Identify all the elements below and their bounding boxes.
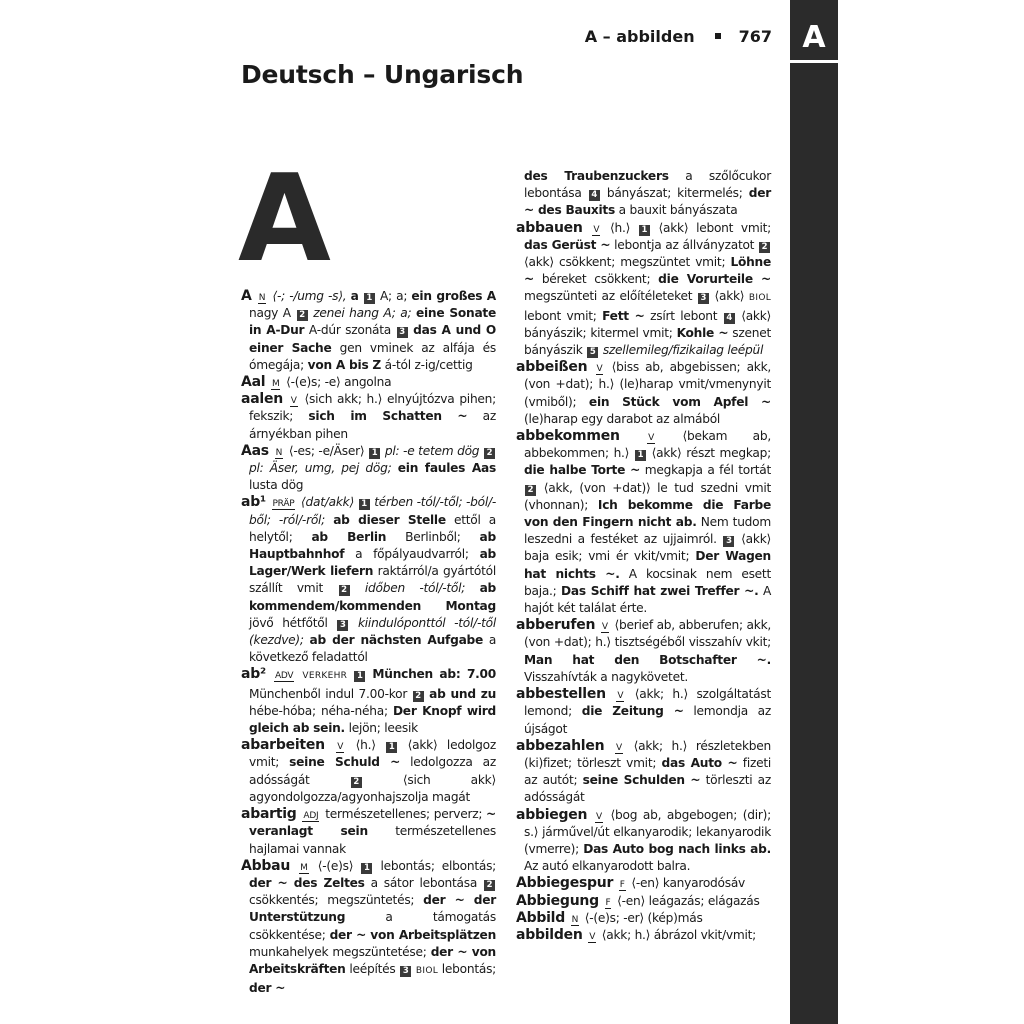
entry-abbekommen [516, 428, 771, 617]
entry-text: zenei hang A; a; [313, 306, 412, 321]
entry-text: lejön; leesik [348, 721, 418, 736]
entry-abbestellen [516, 686, 771, 738]
entry-phrase: das Gerüst ~ [524, 237, 611, 252]
sense-number: 2 [759, 242, 770, 253]
sense-number: 2 [351, 777, 362, 788]
entry-Abbild [516, 910, 771, 927]
entry-text: ⟨-en⟩ leágazás; elágazás [617, 893, 760, 908]
headword: abbeißen [516, 359, 588, 376]
sense-number: 2 [484, 448, 495, 459]
sense-number: 1 [386, 742, 397, 753]
entry-phrase: das A und O einer Sache [249, 323, 496, 355]
grammar-label: V [617, 691, 624, 702]
domain-label: BIOL [748, 293, 772, 304]
entry-text: ⟨-en⟩ kanyarodósáv [631, 876, 746, 891]
left-column [241, 288, 496, 997]
entry-text: ⟨bog ab, abgebogen; (dir); s.⟩ járművel/út elkanyarodik; lekanyarodik (vmerre); [524, 807, 771, 856]
entry-phrase: der ~ des Zeltes [249, 875, 365, 890]
sense-number: 3 [400, 966, 411, 977]
square-bullet-icon [715, 33, 721, 39]
entry-text: ⟨akk⟩ [714, 289, 745, 304]
entry-text: Nem tudom leszedni a festéket az ujjaimról. [524, 515, 771, 547]
entry-phrase: ab und zu [429, 686, 496, 701]
entry-text: megszünteti az előítéleteket [524, 289, 693, 304]
entry-phrase: der ~ von Arbeitsplätzen [329, 927, 496, 942]
grammar-label: N [275, 447, 283, 458]
headword: Aas [241, 442, 269, 459]
entry-text: ⟨akk⟩ bányászik; kitermel vmit; [524, 308, 772, 340]
entry-text: Az autó elkanyarodott balra. [524, 859, 691, 874]
entry-text: ⟨dat/akk⟩ [301, 495, 354, 510]
sense-number: 2 [297, 310, 308, 321]
entry-text: ⟨biss ab, abgebissen; akk, (von +dat); h.⟩ (le)harap vmit/vmenynyit (vmiből); [524, 360, 772, 409]
running-head-range: A – abbilden [584, 27, 695, 46]
entry-abartig [241, 806, 496, 858]
entry-text: az árnyékban pihen [249, 409, 497, 441]
headword: abbekommen [516, 428, 620, 445]
entry-abbezahlen [516, 738, 771, 807]
entry-phrase: der ~ des Bauxits [524, 186, 772, 218]
entry-abbauen [516, 220, 771, 360]
entry-text: Berlinből; [405, 529, 461, 544]
entry-text: a főpályaudvarról; [355, 547, 469, 562]
grammar-label: M [271, 379, 280, 390]
entry-text: ⟨akk⟩ részt megkap; [651, 446, 771, 461]
running-head [585, 26, 772, 48]
grammar-label: V [601, 622, 608, 633]
headword: abartig [241, 806, 297, 823]
headword: aalen [241, 391, 283, 408]
entry-phrase: ab kommendem/kommenden Montag [249, 581, 497, 613]
entry-text: megkapja a fél tortát [644, 463, 772, 478]
entry-text: ⟨sich akk; h.⟩ elnyújtózva pihen; fekszik; [249, 392, 496, 424]
entry-Aas [241, 443, 496, 495]
entry-phrase: ~ veranlagt sein [249, 807, 497, 839]
page-number: 767 [738, 27, 772, 46]
headword: abberufen [516, 617, 596, 634]
entry-text: jövő hétfőtől [249, 615, 328, 630]
grammar-label: V [596, 364, 603, 375]
entry-phrase: Das Auto bog nach links ab. [583, 841, 772, 856]
entry-phrase: der ~ von Arbeitskräften [249, 944, 496, 976]
sense-number: 4 [724, 313, 735, 324]
entry-text: a bauxit bányászata [618, 203, 738, 218]
entry-text: időben -tól/-től; [364, 581, 466, 596]
right-column [516, 168, 771, 944]
entry-text: természetellenes; perverz; [325, 807, 483, 822]
entry-text: szenet bányászik [524, 325, 771, 358]
entry-text: ⟨akk, (von +dat)⟩ le tud szedni vmit (vhonnan); [524, 480, 772, 512]
entry-text: a következő feladattól [249, 633, 497, 665]
entry-phrase: a [350, 289, 359, 303]
headword: abbezahlen [516, 737, 605, 754]
entry-text: ⟨-(e)s⟩ [317, 858, 354, 873]
entry-text: (le)harap egy darabot az almából [524, 411, 721, 426]
entry-text: törleszti az adósságát [524, 773, 772, 805]
entry-text: ⟨-(e)s; -e⟩ angolna [286, 375, 392, 390]
entry-phrase: sich im Schatten ~ [308, 409, 468, 424]
entry-text: Münchenből indul 7.00-kor [249, 686, 408, 701]
entry-abarbeiten [241, 737, 496, 806]
entry-phrase: eine Sonate in A-Dur [249, 306, 497, 338]
grammar-label: PRÄP [272, 499, 295, 510]
entry-phrase: die Zeitung ~ [581, 704, 684, 719]
entry-phrase: ab dieser Stelle [333, 512, 446, 527]
grammar-label: ADJ [303, 811, 319, 822]
headword: Abbau [241, 857, 291, 874]
sense-number: 1 [369, 448, 380, 459]
sense-number: 2 [525, 485, 536, 496]
grammar-label: F [605, 897, 611, 908]
thumb-index-tab [790, 0, 838, 1024]
entry-phrase: die halbe Torte ~ [524, 463, 641, 478]
grammar-label: V [616, 742, 622, 753]
entry-text: kiindulóponttól -tól/-től (kezdve); [249, 615, 496, 648]
headword: A [241, 288, 252, 304]
entry-text: zsírt lebont [650, 308, 718, 323]
entry-aalen [241, 391, 496, 443]
grammar-label: V [337, 742, 344, 753]
entry-phrase: ab Hauptbahnhof [249, 529, 496, 562]
entry-text: béreket csökkent; [541, 272, 651, 287]
domain-label: BIOL [415, 965, 439, 976]
thumb-index-divider [790, 60, 838, 63]
headword: ab¹ [241, 494, 266, 511]
thumb-index-letter: A [802, 20, 826, 55]
entry-phrase: seine Schulden ~ [582, 773, 701, 788]
entry-ab1 [241, 494, 496, 666]
entry-text: bányászat; kitermelés; [606, 186, 743, 201]
entry-text: ⟨-; -/umg -s⟩, [272, 289, 347, 303]
entry-phrase: ab Lager/Werk liefern [249, 547, 497, 579]
sense-number: 3 [698, 293, 709, 304]
entry-Abbiegung [516, 893, 771, 910]
entry-text: lebontja az állványzatot [614, 237, 755, 252]
entry-text: szellemileg/fizikailag leépül [602, 343, 764, 358]
entry-text: természetellenes hajlamai vannak [249, 824, 496, 856]
sense-number: 2 [339, 585, 350, 596]
entry-phrase: von A bis Z [307, 357, 382, 372]
headword: abbauen [516, 219, 583, 236]
entry-text: A kocsinak nem esett baja.; [524, 566, 771, 598]
entry-text: á-tól z-ig/cettig [384, 357, 473, 372]
entry-text: lebontás; elbontás; [380, 858, 497, 873]
page-title: Deutsch – Ungarisch [241, 60, 524, 89]
grammar-label: N [571, 914, 579, 925]
sense-number: 1 [361, 863, 372, 874]
sense-number: 5 [587, 347, 598, 358]
entry-text: fizeti az autót; [524, 755, 772, 788]
entry-abbilden [516, 927, 771, 944]
grammar-label: V [290, 396, 297, 407]
headword: abbilden [516, 926, 583, 943]
entry-text: ⟨-(e)s; -er⟩ (kép)más [584, 910, 703, 925]
sense-number: 2 [484, 880, 495, 891]
entry-abberufen [516, 617, 771, 686]
entry-phrase: Fett ~ [602, 308, 645, 323]
entry-text: a szőlőcukor lebontása [524, 169, 771, 201]
entry-phrase: Löhne ~ [524, 255, 771, 287]
entry-phrase: der ~ [249, 981, 286, 996]
grammar-label: F [619, 880, 625, 891]
headword: Abbiegung [516, 892, 599, 909]
entry-abbiegen [516, 807, 771, 876]
entry-phrase: Man hat den Botschafter ~. [524, 652, 771, 667]
entry-phrase: der ~ der Unterstützung [249, 893, 497, 925]
entry-text: ⟨berief ab, abberufen; akk, (von +dat); h.⟩ tisztségéből visszahív vkit; [524, 618, 772, 650]
entry-text: hébe-hóba; néha-néha; [249, 703, 388, 718]
entry-phrase: Ich bekomme die Farbe von den Fingern nicht ab. [524, 497, 771, 530]
entry-text: pl: Äser, umg, pej dög; [249, 461, 392, 476]
sense-number: 3 [397, 327, 408, 338]
entry-phrase: ein Stück vom Apfel ~ [588, 394, 771, 409]
entry-text: pl: -e tetem dög [384, 443, 480, 458]
entry-text: ⟨akk; h.⟩ ábrázol vkit/vmit; [601, 927, 756, 942]
sense-number: 1 [354, 671, 365, 682]
entry-phrase: seine Schuld ~ [289, 755, 401, 770]
entry-ab2 [241, 666, 496, 737]
sense-number: 4 [589, 190, 600, 201]
headword: Abbiegespur [516, 875, 614, 892]
entry-text: ⟨akk; h.⟩ részletekben (ki)fizet; törleszt vmit; [524, 738, 772, 770]
grammar-label: V [648, 433, 655, 444]
entry-text: lebontás; [441, 961, 497, 976]
entry-text: munkahelyek megszüntetése; [249, 944, 427, 959]
entry-text: raktárról/a gyártótól szállít vmit [249, 564, 497, 596]
entry-phrase: ein faules Aas [397, 461, 496, 476]
grammar-label: V [595, 811, 602, 822]
entry-text: ⟨bekam ab, abbekommen; h.⟩ [524, 429, 772, 461]
entry-abbeissen [516, 359, 771, 428]
entry-phrase: des Traubenzuckers [524, 169, 669, 183]
entry-phrase: Der Wagen hat nichts ~. [524, 549, 771, 581]
entry-phrase: ab Berlin [311, 529, 387, 544]
entry-text: Visszahívták a nagykövetet. [524, 669, 688, 684]
entry-Aal [241, 374, 496, 391]
sense-number: 1 [364, 293, 375, 304]
entry-text: A; a; [379, 289, 408, 303]
sense-number: 1 [359, 499, 370, 510]
entry-phrase: München ab: 7.00 [372, 667, 497, 682]
grammar-label: N [258, 293, 266, 303]
sense-number: 3 [337, 620, 348, 631]
entry-text: ⟨h.⟩ [609, 220, 631, 235]
entry-phrase: das Auto ~ [661, 755, 738, 770]
sense-number: 3 [723, 536, 734, 547]
entry-text: A-dúr szonáta [308, 323, 392, 338]
entry-phrase: die Vorurteile ~ [658, 272, 772, 287]
entry-text: ⟨akk; h.⟩ szolgáltatást lemond; [524, 687, 772, 719]
entry-text: lebont vmit; [524, 308, 597, 323]
section-letter: A [238, 150, 331, 289]
entry-text: ⟨h.⟩ [355, 738, 376, 753]
entry-phrase: Kohle ~ [676, 325, 729, 340]
headword: ab² [241, 666, 266, 683]
entry-Abbau-continued [516, 168, 771, 220]
entry-text: a támogatás csökkentése; [249, 910, 496, 942]
entry-phrase: ein großes A [411, 289, 496, 303]
entry-text: A hajót két találat érte. [524, 583, 772, 616]
entry-text: gen vminek az alfája és ómegája; [249, 340, 497, 372]
sense-number: 1 [639, 225, 650, 236]
entry-text: leépítés [349, 961, 396, 976]
entry-text: ⟨akk⟩ ledolgoz vmit; [249, 738, 496, 770]
entry-text: ⟨sich akk⟩ agyondolgozza/agyonhajszolja magát [249, 772, 496, 804]
entry-text: térben -tól/-től; -ból/-ből; -ról/-ről; [249, 495, 497, 527]
grammar-label: V [593, 224, 600, 235]
entry-phrase: Das Schiff hat zwei Treffer ~. [561, 583, 759, 598]
entry-text: lemondja az újságot [524, 704, 771, 736]
entry-Abbiegespur [516, 875, 771, 892]
entry-text: ⟨akk⟩ baja esik; vmi ér vkit/vmit; [524, 532, 772, 564]
entry-phrase: Der Knopf wird gleich ab sein. [249, 703, 496, 736]
grammar-label: V [589, 931, 596, 942]
grammar-label: ADV [274, 671, 294, 682]
entry-Abbau [241, 858, 496, 998]
sense-number: 1 [635, 450, 646, 461]
sense-number: 2 [413, 691, 424, 702]
entry-text: a sátor lebontása [370, 875, 478, 890]
entry-text: ledolgozza az adósságát [249, 755, 496, 787]
entry-text: lusta dög [249, 478, 304, 493]
headword: Aal [241, 374, 266, 391]
headword: abarbeiten [241, 737, 325, 754]
headword: abbiegen [516, 806, 588, 823]
entry-text: ⟨akk⟩ csökkent; megszüntet vmit; [524, 255, 726, 270]
entry-text: nagy A [249, 306, 291, 321]
entry-text: ettől a helytől; [249, 512, 496, 544]
entry-text: csökkentés; megszüntetés; [249, 893, 415, 908]
entry-A [241, 288, 496, 374]
headword: Abbild [516, 909, 565, 926]
grammar-label: M [300, 862, 308, 873]
entry-phrase: ab der nächsten Aufgabe [309, 633, 484, 648]
entry-text: ⟨-es; -e/Äser⟩ [288, 443, 365, 458]
domain-label: VERKEHR [302, 671, 348, 682]
entry-text: ⟨akk⟩ lebont vmit; [658, 220, 771, 235]
headword: abbestellen [516, 686, 606, 703]
